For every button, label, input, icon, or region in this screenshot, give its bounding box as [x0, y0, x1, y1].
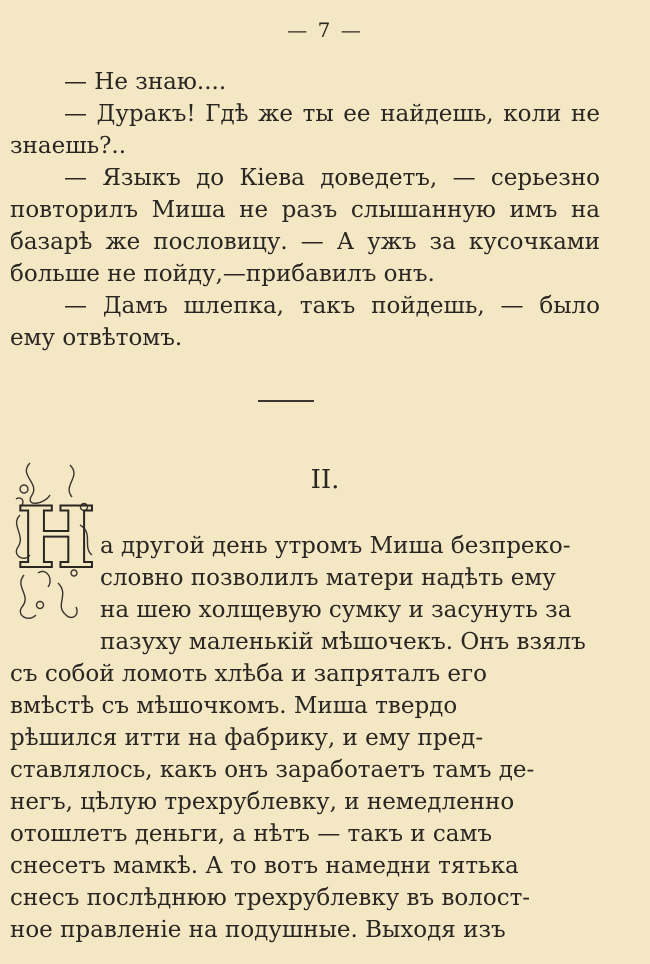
chapter-title: II.	[310, 465, 340, 495]
chapter-body	[10, 658, 600, 946]
text-line: а другой день утромъ Миша безпреко-	[100, 533, 571, 559]
text-line: вмѣстѣ съ мѣшочкомъ. Миша твердо	[10, 693, 458, 719]
ornamental-initial	[10, 455, 102, 635]
text-line: снесетъ мамкѣ. А то вотъ намедни тятька	[10, 853, 519, 879]
text-line: на шею холщевую сумку и засунуть за	[100, 597, 572, 623]
text-line: ставлялось, какъ онъ заработаетъ тамъ де-	[10, 757, 535, 783]
text-line: отошлетъ деньги, а нѣтъ — такъ и самъ	[10, 821, 493, 847]
text-line: словно позволилъ матери надѣть ему	[100, 565, 556, 591]
text-line: снесъ послѣднюю трехрублевку въ волост-	[10, 885, 531, 911]
page-number: — 7 —	[287, 18, 363, 42]
section-divider	[258, 400, 314, 402]
text-line: рѣшился итти на фабрику, и ему пред-	[10, 725, 484, 751]
paragraph: — Не знаю....	[64, 69, 227, 95]
paragraph: — Дуракъ! Гдѣ же ты ее найдешь, коли не знаешь?..	[10, 101, 600, 159]
chapter-opening-lines	[100, 530, 600, 658]
dropcap-letter: Н	[16, 488, 96, 587]
text-line: негъ, цѣлую трехрублевку, и немедленно	[10, 789, 515, 815]
paragraph: — Языкъ до Кіева доведетъ, — серьезно повторилъ Миша не разъ слышанную имъ на базарѣ же пословицу. — А ужъ за кусочками больше не пойду,—прибавилъ онъ.	[10, 165, 600, 287]
paragraph: — Дамъ шлепка, такъ пойдешь, — было ему отвѣтомъ.	[10, 293, 600, 351]
text-line: пазуху маленькій мѣшочекъ. Онъ взялъ	[100, 629, 586, 655]
text-line: съ собой ломоть хлѣба и запряталъ его	[10, 661, 487, 687]
text-line: ное правленіе на подушные. Выходя изъ	[10, 917, 506, 943]
dialogue-section	[10, 66, 600, 354]
